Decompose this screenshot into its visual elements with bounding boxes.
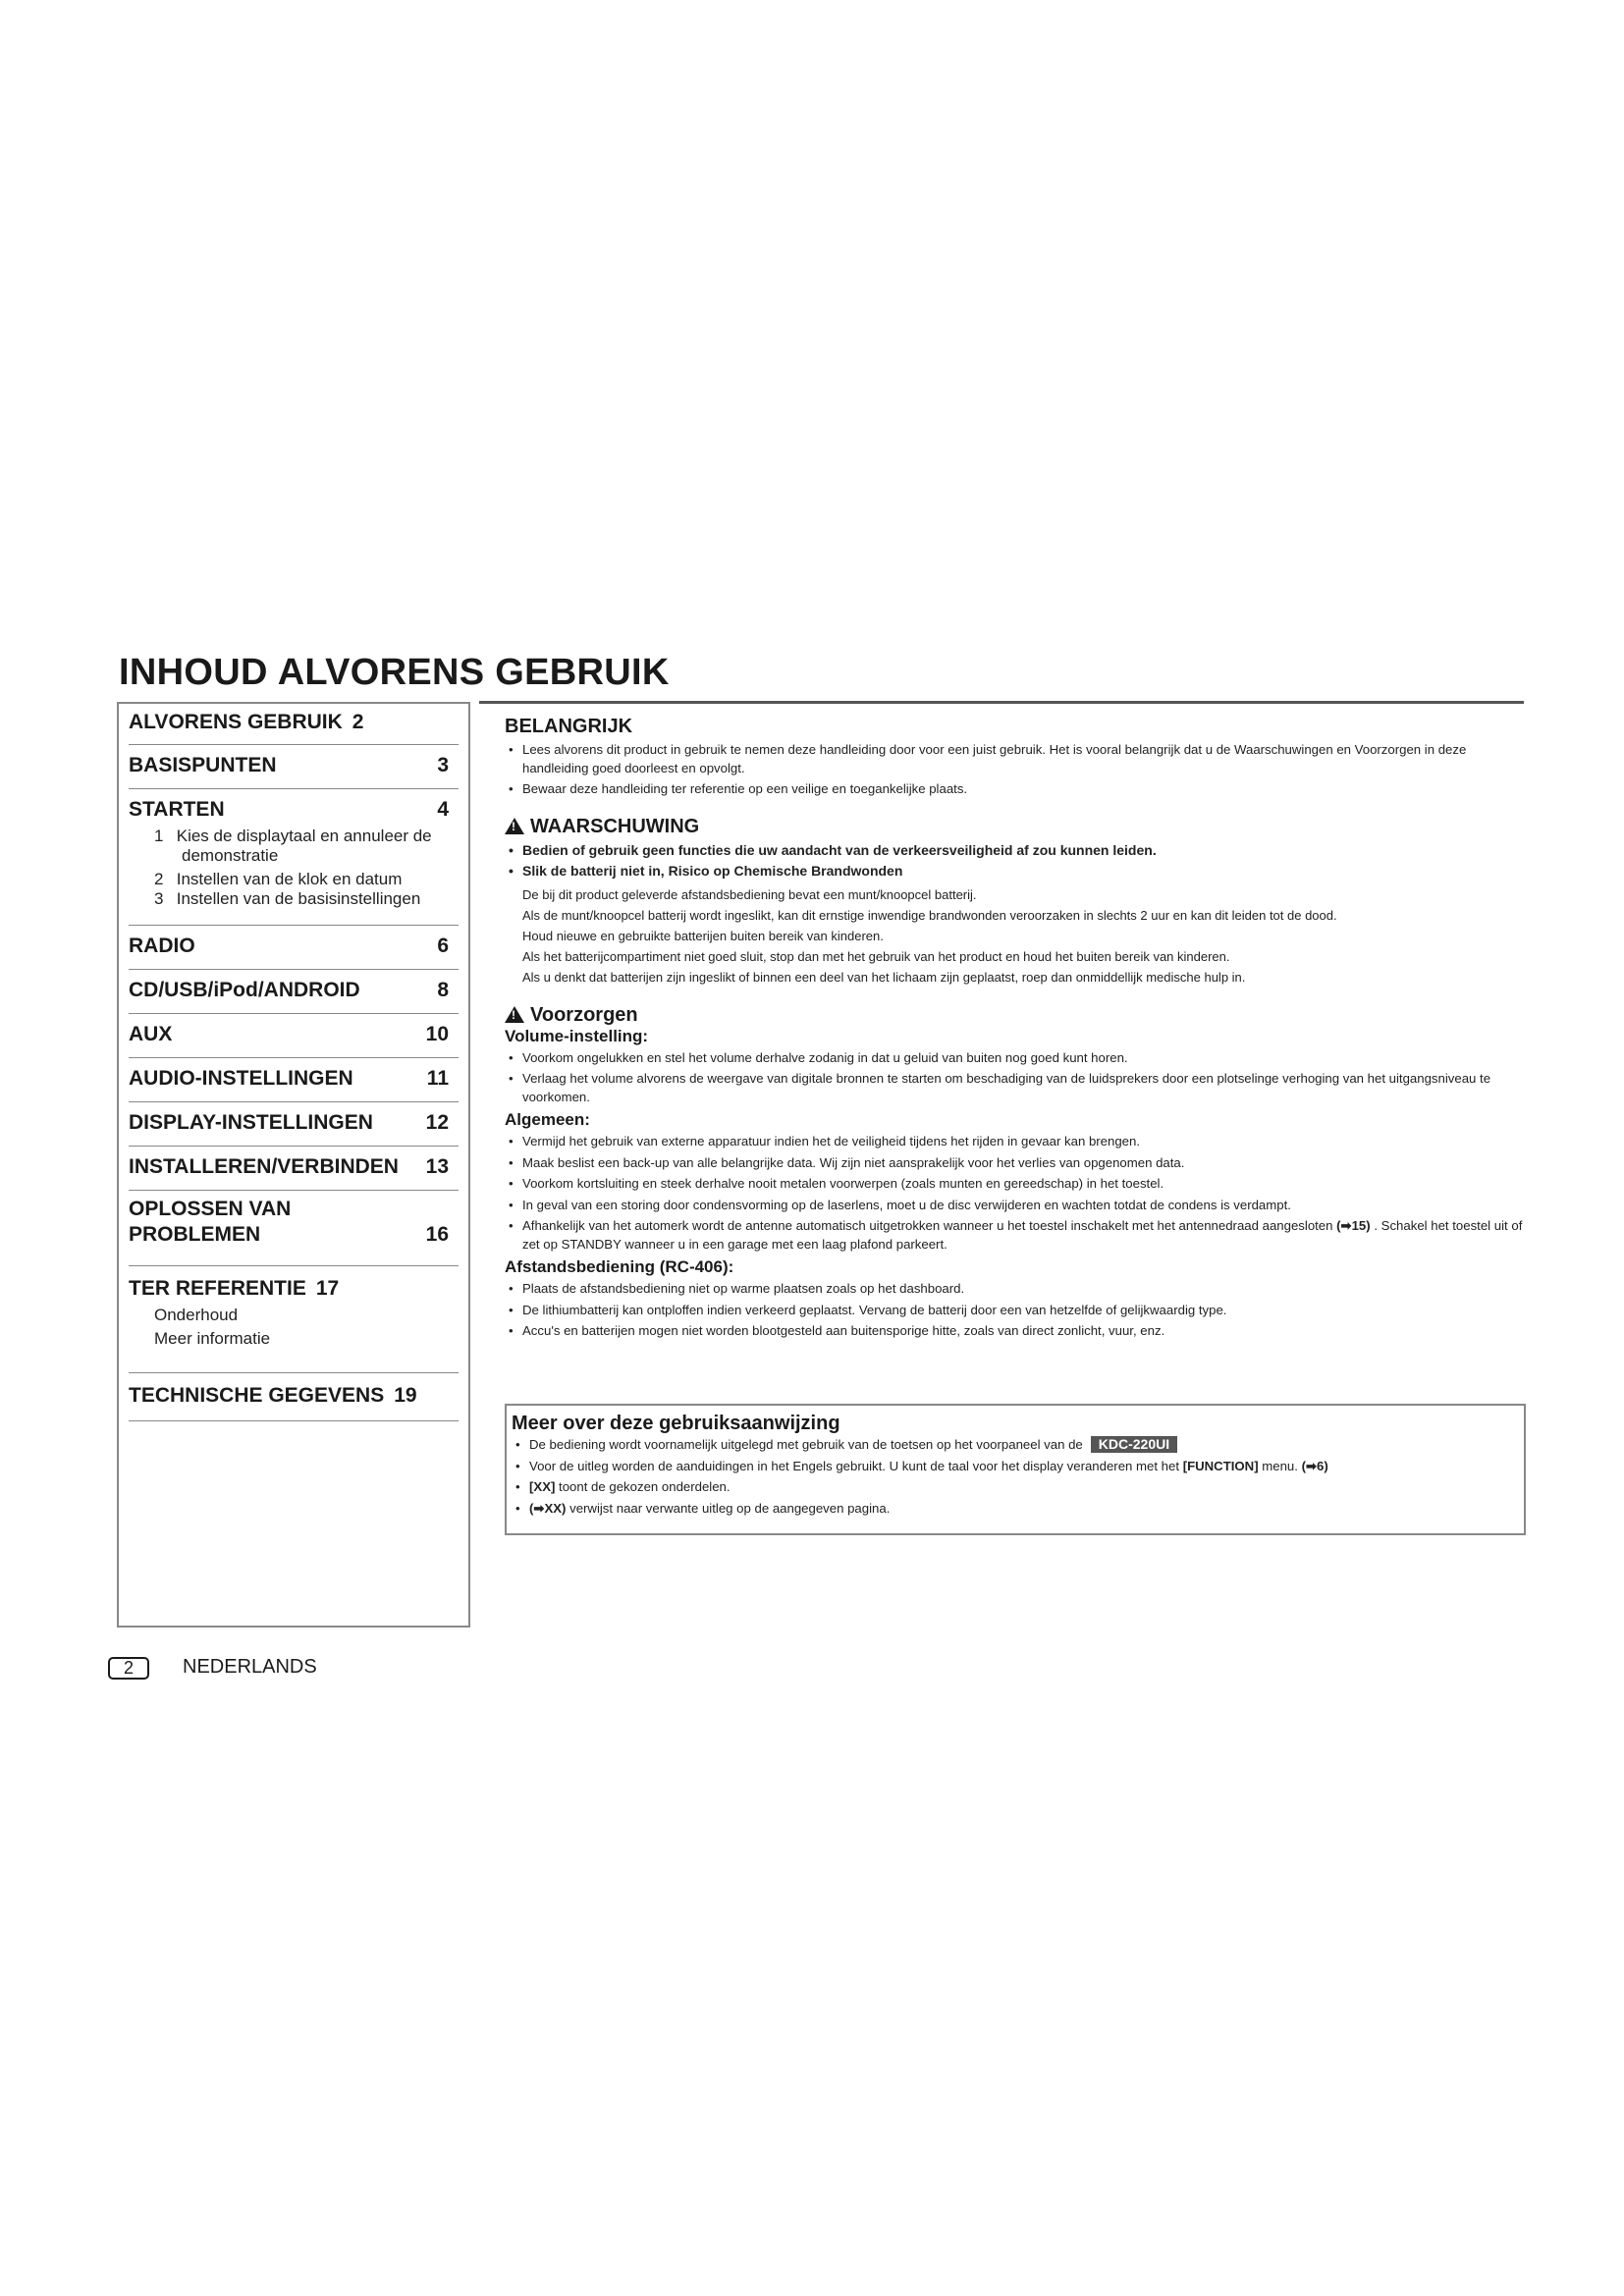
- afstand-item: • De lithiumbatterij kan ontploffen indien verkeerd geplaatst. Vervang de batterij door een van hetzelfde of gelijkwaardig type.: [505, 1302, 1526, 1320]
- belangrijk-item: • Lees alvorens dit product in gebruik te nemen deze handleiding door voor een juist gebruik. Het is vooral belangrijk dat u de Waarschuwingen en Voorzorgen in deze handleiding goed doorleest en opvolgt.: [505, 741, 1526, 777]
- algemeen-heading: Algemeen:: [505, 1110, 590, 1129]
- toc-entry-oplossen[interactable]: OPLOSSEN VAN PROBLEMEN 16: [129, 1191, 459, 1266]
- afstand-item: • Plaats de afstandsbediening niet op warme plaatsen zoals op het dashboard.: [505, 1280, 1526, 1299]
- warning-icon: [505, 818, 524, 834]
- volume-heading: Volume-instelling:: [505, 1026, 649, 1045]
- waarschuwing-line: Als het batterijcompartiment niet goed sluit, stop dan met het gebruik van het product en houd het buiten bereik van kinderen.: [522, 948, 1230, 964]
- warning-icon: [505, 1006, 524, 1023]
- toc-entry-alvorens[interactable]: ALVORENS GEBRUIK 2: [129, 704, 459, 745]
- toc-sub-item[interactable]: Onderhoud: [154, 1306, 239, 1324]
- toc-entry-basispunten[interactable]: BASISPUNTEN 3: [129, 745, 459, 789]
- toc-sub-item[interactable]: Meer informatie: [154, 1329, 271, 1348]
- title-rule: [479, 701, 1524, 704]
- waarschuwing-header: [505, 815, 1526, 838]
- volume-item: • Voorkom ongelukken en stel het volume derhalve zodanig in dat u geluid van buiten nog goed kunt horen.: [505, 1049, 1526, 1068]
- page-reference[interactable]: (➡6): [1301, 1458, 1328, 1473]
- page-title-alvorens: ALVORENS GEBRUIK: [277, 652, 670, 693]
- volume-item: • Verlaag het volume alvorens de weergave van digitale bronnen te starten om beschadiging van de luidsprekers door een plotselinge verhoging van het uitgangsniveau te voorkomen.: [505, 1070, 1526, 1106]
- voorzorgen-header: [505, 1003, 1526, 1027]
- afstand-heading: Afstandsbediening (RC-406):: [505, 1257, 734, 1276]
- meer-item: • (➡XX) verwijst naar verwante uitleg op de aangegeven pagina.: [512, 1500, 1519, 1519]
- waarschuwing-line: Als u denkt dat batterijen zijn ingeslikt of binnen een deel van het lichaam zijn geplaatst, roep dan onmiddellijk medische hulp in.: [522, 969, 1246, 985]
- page-title: [119, 652, 670, 694]
- waarschuwing-line: Houd nieuwe en gebruikte batterijen buiten bereik van kinderen.: [522, 928, 884, 943]
- belangrijk-heading: BELANGRIJK: [505, 716, 633, 737]
- toc-entry-cd[interactable]: CD/USB/iPod/ANDROID 8: [129, 970, 459, 1014]
- page-reference[interactable]: (➡15): [1336, 1218, 1371, 1233]
- meer-info-box: [505, 1404, 1526, 1535]
- page-number: 2: [108, 1657, 149, 1680]
- meer-item: • Voor de uitleg worden de aanduidingen in het Engels gebruikt. U kunt de taal voor het display veranderen met het [FUNCTION] menu. (➡6): [512, 1458, 1519, 1476]
- toc-entry-referentie[interactable]: TER REFERENTIE 17 Onderhoud Meer informatie: [129, 1266, 459, 1373]
- waarschuwing-line: Als de munt/knoopcel batterij wordt ingeslikt, kan dit ernstige inwendige brandwonden veroorzaken in slechts 2 uur en kan dit leiden tot de dood.: [522, 907, 1337, 923]
- meer-heading: Meer over deze gebruiksaanwijzing: [512, 1413, 840, 1434]
- toc-entry-starten[interactable]: STARTEN 4 1 Kies de displaytaal en annuleer de demonstratie 2 Instellen van de klok en datum 3 Instellen van de basisinstellingen: [129, 789, 459, 926]
- item-key: [XX]: [529, 1479, 556, 1494]
- footer-language: NEDERLANDS: [183, 1656, 317, 1678]
- algemeen-item: • Vermijd het gebruik van externe apparatuur indien het de veiligheid tijdens het rijden in gevaar kan brengen.: [505, 1133, 1526, 1151]
- toc-entry-radio[interactable]: RADIO 6: [129, 926, 459, 970]
- algemeen-item: • Voorkom kortsluiting en steek derhalve nooit metalen voorwerpen (zoals munten en gereedschap) in het toestel.: [505, 1175, 1526, 1194]
- belangrijk-item: • Bewaar deze handleiding ter referentie op een veilige en toegankelijke plaats.: [505, 780, 1526, 799]
- function-key: [FUNCTION]: [1182, 1458, 1259, 1473]
- algemeen-item: • In geval van een storing door condensvorming op de laserlens, moet u de disc verwijderen en wachten totdat de condens is verdampt.: [505, 1197, 1526, 1215]
- meer-item: • [XX] toont de gekozen onderdelen.: [512, 1478, 1519, 1497]
- toc-entry-audio[interactable]: AUDIO-INSTELLINGEN 11: [129, 1058, 459, 1102]
- meer-item: • De bediening wordt voornamelijk uitgelegd met gebruik van de toetsen op het voorpaneel van de KDC-220UI: [512, 1436, 1519, 1455]
- algemeen-item-antenna: • Afhankelijk van het automerk wordt de antenne automatisch uitgetrokken wanneer u het toestel inschakelt met het antennedraad aangesloten (➡15) . Schakel het toestel uit of zet op STANDBY wanneer u in een garage met een laag plafond parkeert.: [505, 1217, 1526, 1254]
- algemeen-item: • Maak beslist een back-up van alle belangrijke data. Wij zijn niet aansprakelijk voor het verlies van opgenomen data.: [505, 1154, 1526, 1173]
- toc-entry-aux[interactable]: AUX 10: [129, 1014, 459, 1058]
- toc-sub-starten: [129, 823, 459, 919]
- content-column: [505, 715, 1526, 1344]
- waarschuwing-bold: • Bedien of gebruik geen functies die uw aandacht van de verkeersveiligheid af zou kunnen leiden.: [505, 841, 1526, 860]
- toc-sub-item[interactable]: 3 Instellen van de basisinstellingen: [154, 889, 421, 908]
- voorzorgen-heading: Voorzorgen: [530, 1003, 638, 1026]
- toc-entry-display[interactable]: DISPLAY-INSTELLINGEN 12: [129, 1102, 459, 1147]
- page-title-inhoud: INHOUD: [119, 652, 268, 693]
- model-badge: KDC-220UI: [1091, 1436, 1177, 1453]
- afstand-item: • Accu's en batterijen mogen niet worden blootgesteld aan buitensporige hitte, zoals van direct zonlicht, vuur, enz.: [505, 1322, 1526, 1341]
- table-of-contents: [117, 702, 470, 1628]
- toc-entry-installeren[interactable]: INSTALLEREN/VERBINDEN 13: [129, 1147, 459, 1191]
- waarschuwing-line: De bij dit product geleverde afstandsbediening bevat een munt/knoopcel batterij.: [522, 886, 977, 902]
- toc-sub-item[interactable]: 1 Kies de displaytaal en annuleer de demonstratie: [154, 827, 432, 865]
- toc-sub-item[interactable]: 2 Instellen van de klok en datum: [154, 870, 403, 888]
- toc-entry-technisch[interactable]: TECHNISCHE GEGEVENS 19: [129, 1373, 459, 1421]
- reference-key: (➡XX): [529, 1500, 567, 1516]
- waarschuwing-heading: WAARSCHUWING: [530, 815, 700, 837]
- waarschuwing-bold: • Slik de batterij niet in, Risico op Chemische Brandwonden: [505, 862, 1526, 881]
